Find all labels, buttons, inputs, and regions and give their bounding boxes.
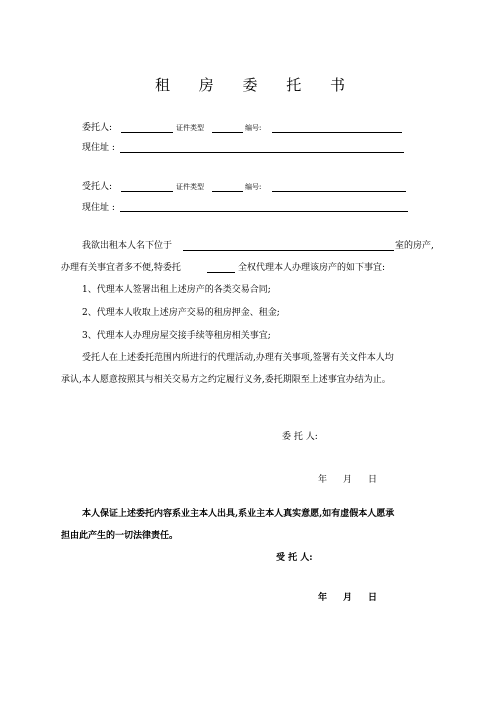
agent-label: 受托人: xyxy=(82,182,113,192)
agent-date-year: 年 xyxy=(318,593,328,603)
guarantee-line2: 担由此产生的一切法律责任。 xyxy=(61,531,179,541)
principal-address-blank[interactable] xyxy=(120,152,404,153)
body-line2-prefix: 办理有关事宜者多不便,特委托 xyxy=(61,263,181,273)
principal-date-month: 月 xyxy=(343,475,353,485)
principal-id-type-label: 证件类型 xyxy=(176,124,204,132)
body-line1-prefix: 我欲出租本人名下位于 xyxy=(82,241,173,251)
body-item-1: 1、代理本人签署出租上述房产的各类交易合同; xyxy=(82,285,271,295)
agent-id-type-blank[interactable] xyxy=(212,191,243,192)
agent-date-month: 月 xyxy=(343,593,353,603)
agent-number-label: 编号: xyxy=(245,183,262,191)
principal-address-label: 现住址 : xyxy=(82,143,115,153)
agent-signature-label: 受 托 人: xyxy=(276,553,313,563)
principal-name-blank[interactable] xyxy=(121,132,173,133)
principal-signature-label: 委 托 人: xyxy=(282,432,318,442)
principal-label: 委托人: xyxy=(82,123,113,133)
principal-date-year: 年 xyxy=(318,475,328,485)
principal-id-type-blank[interactable] xyxy=(212,132,243,133)
agent-name-inline-blank[interactable] xyxy=(207,272,235,273)
body-paragraph-line2: 承认,本人愿意按照其与相关交易方之约定履行义务,委托期限至上述事宜办结为止。 xyxy=(61,375,391,385)
body-item-3: 3、代理本人办理房屋交接手续等租房相关事宜; xyxy=(82,331,271,341)
principal-date-day: 日 xyxy=(368,475,378,485)
agent-number-blank[interactable] xyxy=(272,191,406,192)
body-line2-suffix: 全权代理本人办理该房产的如下事宜: xyxy=(238,263,386,273)
guarantee-line1: 本人保证上述委托内容系业主本人出具,系业主本人真实意愿,如有虚假本人愿承 xyxy=(82,509,395,519)
agent-id-type-label: 证件类型 xyxy=(176,183,204,191)
agent-address-blank[interactable] xyxy=(120,211,408,212)
principal-number-label: 编号: xyxy=(245,124,262,132)
property-address-blank[interactable] xyxy=(183,250,394,251)
body-line1-suffix: 室的房产, xyxy=(395,241,434,251)
agent-date-day: 日 xyxy=(368,593,378,603)
agent-address-label: 现住址 : xyxy=(82,203,115,213)
body-paragraph-line1: 受托人在上述委托范围内所进行的代理活动,办理有关事项,签署有关文件本人均 xyxy=(82,353,394,363)
principal-number-blank[interactable] xyxy=(272,132,402,133)
document-title: 租 房 委 托 书 xyxy=(154,76,358,94)
agent-name-blank[interactable] xyxy=(121,191,173,192)
body-item-2: 2、代理本人收取上述房产交易的租房押金、租金; xyxy=(82,308,280,318)
